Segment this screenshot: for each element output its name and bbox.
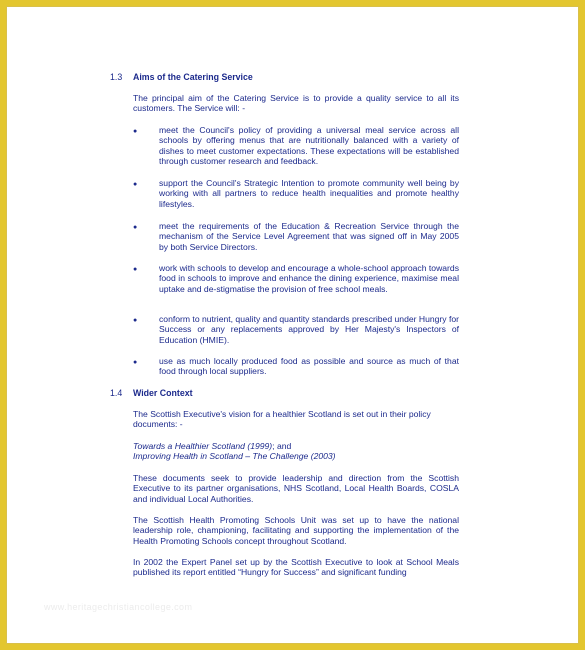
watermark-text: www.heritagechristiancollege.com	[44, 602, 193, 612]
bullet-icon: ●	[133, 359, 138, 366]
bullet-icon: ●	[133, 317, 138, 324]
bullet-item: work with schools to develop and encourage a whole-school approach towards food in schools to improve and enhance the dining experience, maximise meal uptake and de-stigmatise the provision of free school meals.	[159, 263, 459, 294]
bullet-item: conform to nutrient, quality and quantity standards prescribed under Hungry for Success or any replacements approved by Her Majesty's Inspectors of Education (HMIE).	[159, 314, 459, 345]
bullet-icon: ●	[133, 266, 138, 273]
body-paragraph: In 2002 the Expert Panel set up by the Scottish Executive to look at School Meals published its report entitled “Hungry for Success” and significant funding	[133, 557, 459, 578]
policy-document-title: Improving Health in Scotland – The Challenge (2003)	[133, 451, 336, 462]
bullet-item: support the Council's Strategic Intention to promote community well being by working with all partners to reduce health inequalities and promote healthy lifestyles.	[159, 178, 459, 209]
document-page	[6, 6, 579, 644]
section-number: 1.3	[110, 72, 123, 82]
section-heading-aims	[110, 72, 253, 83]
body-paragraph: The Scottish Health Promoting Schools Unit was set up to have the national leadership role, championing, facilitating and supporting the implementation of the Health Promoting Schools concept throughout Scotland.	[133, 515, 459, 546]
bullet-icon: ●	[133, 224, 138, 231]
aims-intro-paragraph: The principal aim of the Catering Service is to provide a quality service to all its customers. The Service will: -	[133, 93, 459, 114]
body-paragraph: These documents seek to provide leadership and direction from the Scottish Executive to its partner organisations, NHS Scotland, Local Health Boards, COSLA and individual Local Authorities.	[133, 473, 459, 504]
wider-context-intro: The Scottish Executive's vision for a healthier Scotland is set out in their policy documents: -	[133, 409, 431, 430]
section-title: Aims of the Catering Service	[133, 72, 253, 82]
bullet-icon: ●	[133, 128, 138, 135]
policy-documents-list	[133, 441, 459, 462]
section-title: Wider Context	[133, 388, 193, 398]
bullet-item: meet the requirements of the Education & Recreation Service through the mechanism of the Service Level Agreement that was signed off in May 2005 by both Service Directors.	[159, 221, 459, 252]
policy-document-title: Towards a Healthier Scotland (1999)	[133, 441, 273, 451]
bullet-icon: ●	[133, 181, 138, 188]
bullet-item: meet the Council's policy of providing a universal meal service across all schools by offering menus that are nutritionally balanced with a variety of dishes to meet customer expectations. These expectations will be established through customer research and feedback.	[159, 125, 459, 167]
section-number: 1.4	[110, 388, 123, 398]
policy-document-suffix: ; and	[272, 441, 292, 451]
bullet-item: use as much locally produced food as possible and source as much of that food through local suppliers.	[159, 356, 459, 377]
section-heading-wider-context	[110, 388, 193, 399]
